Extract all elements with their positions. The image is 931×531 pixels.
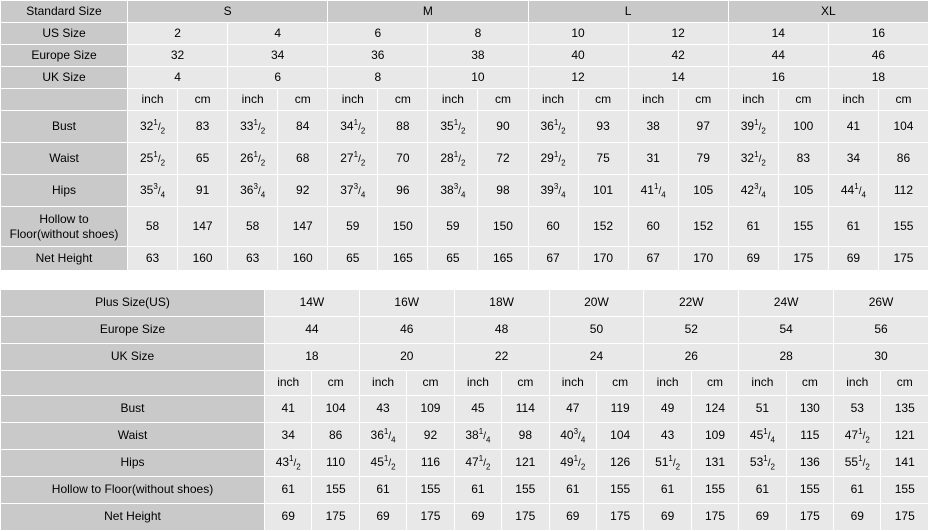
plus-size-value: 22W: [644, 290, 739, 317]
net-height-value: 175: [407, 504, 454, 531]
hips-value: 116: [407, 450, 454, 477]
hips-value: $35^3/_4$: [128, 175, 178, 207]
table-row: [1, 67, 929, 89]
net-height-value: 175: [596, 504, 643, 531]
table-row: [1, 45, 929, 67]
hollow-value: 60: [628, 207, 678, 247]
hips-label: Hips: [1, 450, 265, 477]
plus-size-value: 26W: [834, 290, 929, 317]
hollow-value: 155: [881, 477, 929, 504]
europe-size-value: 56: [834, 317, 929, 344]
bust-label: Bust: [1, 396, 265, 423]
unit-cm: cm: [478, 89, 528, 111]
us-size-value: 12: [628, 23, 728, 45]
net-height-value: 175: [881, 504, 929, 531]
table-row: [1, 23, 929, 45]
hollow-value: 61: [359, 477, 406, 504]
unit-inch: inch: [328, 89, 378, 111]
uk-size-value: 24: [549, 344, 644, 371]
bust-value: 38: [628, 111, 678, 143]
bust-value: 104: [878, 111, 928, 143]
unit-inch: inch: [454, 371, 501, 396]
unit-cm: cm: [178, 89, 228, 111]
uk-size-value: 14: [628, 67, 728, 89]
unit-inch: inch: [528, 89, 578, 111]
hips-value: $39^3/_4$: [528, 175, 578, 207]
uk-size-value: 10: [428, 67, 528, 89]
bust-value: 84: [278, 111, 328, 143]
unit-inch: inch: [428, 89, 478, 111]
plus-size-label: Plus Size(US): [1, 290, 265, 317]
net-height-value: 63: [128, 247, 178, 271]
uk-size-value: 20: [359, 344, 454, 371]
europe-size-value: 42: [628, 45, 728, 67]
unit-cm: cm: [878, 89, 928, 111]
hollow-value: 152: [578, 207, 628, 247]
hips-value: 91: [178, 175, 228, 207]
size-xl-header: XL: [728, 1, 928, 23]
net-height-value: 65: [428, 247, 478, 271]
hips-value: $42^3/_4$: [728, 175, 778, 207]
table-row: [1, 317, 929, 344]
hips-value: 105: [778, 175, 828, 207]
hips-label: Hips: [1, 175, 128, 207]
waist-value: 104: [596, 423, 643, 450]
us-size-value: 16: [828, 23, 928, 45]
hips-value: $38^3/_4$: [428, 175, 478, 207]
net-height-value: 69: [644, 504, 691, 531]
hips-value: $53^1/_2$: [739, 450, 786, 477]
uk-size-value: 4: [128, 67, 228, 89]
unit-cm: cm: [678, 89, 728, 111]
size-s-header: S: [128, 1, 328, 23]
hollow-value: 61: [728, 207, 778, 247]
hips-value: $41^1/_4$: [628, 175, 678, 207]
europe-size-label: Europe Size: [1, 45, 128, 67]
unit-inch: inch: [128, 89, 178, 111]
waist-value: 70: [378, 143, 428, 175]
bust-value: 119: [596, 396, 643, 423]
net-height-value: 69: [359, 504, 406, 531]
bust-value: $32^1/_2$: [128, 111, 178, 143]
net-height-value: 69: [828, 247, 878, 271]
unit-cm: cm: [691, 371, 738, 396]
hips-value: 112: [878, 175, 928, 207]
hips-value: $43^1/_2$: [265, 450, 312, 477]
bust-value: 41: [265, 396, 312, 423]
waist-value: 86: [878, 143, 928, 175]
us-size-value: 2: [128, 23, 228, 45]
us-size-value: 4: [228, 23, 328, 45]
waist-value: $25^1/_2$: [128, 143, 178, 175]
hips-value: 126: [596, 450, 643, 477]
europe-size-value: 50: [549, 317, 644, 344]
waist-value: 79: [678, 143, 728, 175]
standard-size-label: Standard Size: [1, 1, 128, 23]
waist-value: $36^1/_4$: [359, 423, 406, 450]
us-size-label: US Size: [1, 23, 128, 45]
europe-size-value: 44: [728, 45, 828, 67]
unit-cm: cm: [578, 89, 628, 111]
net-height-value: 175: [878, 247, 928, 271]
unit-cm: cm: [778, 89, 828, 111]
plus-size-value: 14W: [265, 290, 360, 317]
hollow-value: 60: [528, 207, 578, 247]
uk-size-value: 22: [454, 344, 549, 371]
waist-value: 98: [502, 423, 549, 450]
hollow-value: 150: [378, 207, 428, 247]
net-height-value: 160: [178, 247, 228, 271]
hollow-value: 155: [596, 477, 643, 504]
net-height-value: 63: [228, 247, 278, 271]
bust-value: 88: [378, 111, 428, 143]
hollow-to-floor-label-line2: Floor(without shoes): [9, 226, 119, 241]
hollow-value: 61: [644, 477, 691, 504]
europe-size-value: 46: [359, 317, 454, 344]
bust-value: $34^1/_2$: [328, 111, 378, 143]
europe-size-value: 48: [454, 317, 549, 344]
plus-size-value: 18W: [454, 290, 549, 317]
europe-size-value: 34: [228, 45, 328, 67]
waist-value: 68: [278, 143, 328, 175]
net-height-value: 175: [786, 504, 833, 531]
waist-value: $40^3/_4$: [549, 423, 596, 450]
hollow-value: 155: [778, 207, 828, 247]
table-row: [1, 504, 929, 531]
table-row: [1, 344, 929, 371]
waist-value: $47^1/_2$: [834, 423, 881, 450]
unit-inch: inch: [834, 371, 881, 396]
unit-inch: inch: [628, 89, 678, 111]
bust-value: 47: [549, 396, 596, 423]
table-row: [1, 423, 929, 450]
bust-value: 97: [678, 111, 728, 143]
europe-size-value: 36: [328, 45, 428, 67]
bust-value: 53: [834, 396, 881, 423]
bust-value: $35^1/_2$: [428, 111, 478, 143]
waist-value: 43: [644, 423, 691, 450]
hollow-value: 147: [278, 207, 328, 247]
uk-size-value: 26: [644, 344, 739, 371]
hips-value: 92: [278, 175, 328, 207]
unit-inch: inch: [359, 371, 406, 396]
waist-value: $26^1/_2$: [228, 143, 278, 175]
waist-value: 92: [407, 423, 454, 450]
waist-value: $28^1/_2$: [428, 143, 478, 175]
size-l-header: L: [528, 1, 728, 23]
waist-value: 86: [312, 423, 359, 450]
bust-value: 83: [178, 111, 228, 143]
waist-value: 72: [478, 143, 528, 175]
hollow-value: 59: [428, 207, 478, 247]
bust-value: 51: [739, 396, 786, 423]
hips-value: $45^1/_2$: [359, 450, 406, 477]
hollow-value: 59: [328, 207, 378, 247]
table-row: [1, 89, 929, 111]
uk-size-value: 28: [739, 344, 834, 371]
table-row: [1, 477, 929, 504]
unit-cm: cm: [278, 89, 328, 111]
unit-cm: cm: [407, 371, 454, 396]
empty-corner-cell: [1, 89, 128, 111]
net-height-value: 175: [502, 504, 549, 531]
hollow-value: 150: [478, 207, 528, 247]
bust-value: 45: [454, 396, 501, 423]
hollow-value: 61: [739, 477, 786, 504]
unit-cm: cm: [786, 371, 833, 396]
uk-size-value: 18: [828, 67, 928, 89]
unit-inch: inch: [228, 89, 278, 111]
us-size-value: 6: [328, 23, 428, 45]
waist-value: 83: [778, 143, 828, 175]
unit-inch: inch: [644, 371, 691, 396]
unit-inch: inch: [265, 371, 312, 396]
unit-cm: cm: [881, 371, 929, 396]
hollow-value: 61: [549, 477, 596, 504]
net-height-value: 175: [778, 247, 828, 271]
uk-size-label: UK Size: [1, 67, 128, 89]
waist-value: 34: [265, 423, 312, 450]
net-height-value: 69: [454, 504, 501, 531]
hollow-value: 61: [265, 477, 312, 504]
uk-size-value: 12: [528, 67, 628, 89]
net-height-value: 67: [628, 247, 678, 271]
waist-value: $32^1/_2$: [728, 143, 778, 175]
table-row: [1, 396, 929, 423]
waist-value: 109: [691, 423, 738, 450]
table-row: [1, 207, 929, 247]
europe-size-value: 40: [528, 45, 628, 67]
hollow-value: 152: [678, 207, 728, 247]
net-height-value: 170: [678, 247, 728, 271]
unit-inch: inch: [828, 89, 878, 111]
net-height-label: Net Height: [1, 247, 128, 271]
waist-value: 34: [828, 143, 878, 175]
bust-value: 43: [359, 396, 406, 423]
waist-value: 31: [628, 143, 678, 175]
europe-size-label: Europe Size: [1, 317, 265, 344]
hollow-value: 155: [691, 477, 738, 504]
bust-label: Bust: [1, 111, 128, 143]
europe-size-value: 32: [128, 45, 228, 67]
waist-value: 75: [578, 143, 628, 175]
bust-value: 93: [578, 111, 628, 143]
net-height-value: 165: [378, 247, 428, 271]
bust-value: $33^1/_2$: [228, 111, 278, 143]
net-height-value: 160: [278, 247, 328, 271]
europe-size-value: 46: [828, 45, 928, 67]
bust-value: $36^1/_2$: [528, 111, 578, 143]
hollow-value: 61: [834, 477, 881, 504]
hips-value: 136: [786, 450, 833, 477]
uk-size-value: 16: [728, 67, 828, 89]
bust-value: 104: [312, 396, 359, 423]
europe-size-value: 52: [644, 317, 739, 344]
bust-value: 124: [691, 396, 738, 423]
uk-size-value: 6: [228, 67, 328, 89]
uk-size-value: 30: [834, 344, 929, 371]
hollow-to-floor-label: Hollow to Floor(without shoes): [1, 477, 265, 504]
net-height-value: 165: [478, 247, 528, 271]
plus-size-value: 16W: [359, 290, 454, 317]
net-height-value: 67: [528, 247, 578, 271]
bust-value: 90: [478, 111, 528, 143]
hollow-value: 61: [828, 207, 878, 247]
plus-size-value: 20W: [549, 290, 644, 317]
hips-value: $36^3/_4$: [228, 175, 278, 207]
europe-size-value: 38: [428, 45, 528, 67]
bust-value: 41: [828, 111, 878, 143]
net-height-value: 69: [834, 504, 881, 531]
net-height-value: 65: [328, 247, 378, 271]
empty-corner-cell: [1, 371, 265, 396]
hollow-to-floor-label-line1: Hollow to: [39, 212, 89, 227]
hollow-value: 147: [178, 207, 228, 247]
hips-value: $44^1/_4$: [828, 175, 878, 207]
hollow-value: 155: [407, 477, 454, 504]
table-separator: [0, 271, 931, 289]
bust-value: 49: [644, 396, 691, 423]
net-height-value: 175: [312, 504, 359, 531]
waist-value: 121: [881, 423, 929, 450]
net-height-value: 69: [549, 504, 596, 531]
europe-size-value: 54: [739, 317, 834, 344]
bust-value: 114: [502, 396, 549, 423]
hollow-value: 155: [502, 477, 549, 504]
table-row: [1, 371, 929, 396]
plus-size-table: [0, 289, 929, 531]
size-m-header: M: [328, 1, 528, 23]
net-height-label: Net Height: [1, 504, 265, 531]
bust-value: 100: [778, 111, 828, 143]
table-row: [1, 143, 929, 175]
waist-value: 115: [786, 423, 833, 450]
hips-value: 131: [691, 450, 738, 477]
unit-inch: inch: [549, 371, 596, 396]
us-size-value: 14: [728, 23, 828, 45]
waist-label: Waist: [1, 423, 265, 450]
waist-value: $38^1/_4$: [454, 423, 501, 450]
table-row: [1, 111, 929, 143]
net-height-value: 69: [728, 247, 778, 271]
hips-value: 110: [312, 450, 359, 477]
uk-size-label: UK Size: [1, 344, 265, 371]
unit-cm: cm: [502, 371, 549, 396]
hollow-value: 155: [878, 207, 928, 247]
us-size-value: 10: [528, 23, 628, 45]
waist-value: $27^1/_2$: [328, 143, 378, 175]
hollow-value: 58: [228, 207, 278, 247]
hips-value: $51^1/_2$: [644, 450, 691, 477]
uk-size-value: 8: [328, 67, 428, 89]
table-row: [1, 290, 929, 317]
hips-value: $55^1/_2$: [834, 450, 881, 477]
europe-size-value: 44: [265, 317, 360, 344]
hips-value: 98: [478, 175, 528, 207]
waist-value: $45^1/_4$: [739, 423, 786, 450]
hips-value: $49^1/_2$: [549, 450, 596, 477]
us-size-value: 8: [428, 23, 528, 45]
table-row: [1, 450, 929, 477]
unit-cm: cm: [378, 89, 428, 111]
bust-value: 135: [881, 396, 929, 423]
table-row: [1, 175, 929, 207]
hollow-value: 155: [312, 477, 359, 504]
hollow-value: 61: [454, 477, 501, 504]
waist-value: $29^1/_2$: [528, 143, 578, 175]
hollow-to-floor-label: [1, 207, 128, 247]
hollow-value: 155: [786, 477, 833, 504]
hips-value: 105: [678, 175, 728, 207]
net-height-value: 175: [691, 504, 738, 531]
hips-value: $37^3/_4$: [328, 175, 378, 207]
net-height-value: 170: [578, 247, 628, 271]
bust-value: 109: [407, 396, 454, 423]
waist-label: Waist: [1, 143, 128, 175]
net-height-value: 69: [265, 504, 312, 531]
unit-inch: inch: [728, 89, 778, 111]
hips-value: 121: [502, 450, 549, 477]
hips-value: 141: [881, 450, 929, 477]
hollow-value: 58: [128, 207, 178, 247]
table-row: [1, 247, 929, 271]
plus-size-value: 24W: [739, 290, 834, 317]
hips-value: 96: [378, 175, 428, 207]
net-height-value: 69: [739, 504, 786, 531]
uk-size-value: 18: [265, 344, 360, 371]
table-row: [1, 1, 929, 23]
unit-inch: inch: [739, 371, 786, 396]
waist-value: 65: [178, 143, 228, 175]
unit-cm: cm: [596, 371, 643, 396]
bust-value: 130: [786, 396, 833, 423]
bust-value: $39^1/_2$: [728, 111, 778, 143]
hips-value: 101: [578, 175, 628, 207]
unit-cm: cm: [312, 371, 359, 396]
hips-value: $47^1/_2$: [454, 450, 501, 477]
